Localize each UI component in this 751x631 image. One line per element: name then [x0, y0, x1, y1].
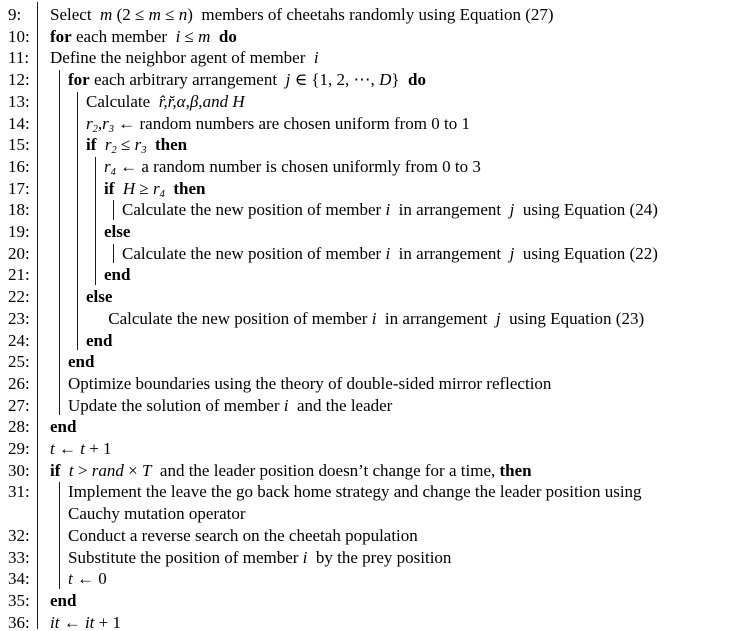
line-number: 15:: [8, 135, 30, 155]
algo-line: [0, 351, 751, 373]
algo-line: [0, 416, 751, 438]
algo-line: [0, 221, 751, 243]
if-15-body-rule: [95, 157, 96, 285]
algo-line: [0, 330, 751, 352]
if-30-body-rule: [59, 482, 60, 589]
line-text: t ← t + 1: [50, 439, 112, 458]
algo-line: [0, 568, 751, 590]
gutter-rule: [37, 2, 38, 629]
line-number: 13:: [8, 91, 30, 111]
line-text: if H ≥ r4 then: [104, 178, 206, 200]
line-text: r2,r3 ← random numbers are chosen uniform from 0 to 1: [86, 113, 470, 135]
line-number: 34:: [8, 569, 30, 589]
algo-line: [0, 286, 751, 308]
algo-line: [0, 308, 751, 330]
algo-line: [0, 460, 751, 482]
algo-line: [0, 4, 751, 26]
line-text: t ← 0: [68, 569, 107, 589]
algo-line: [0, 481, 751, 503]
algo-line: [0, 264, 751, 286]
line-number: 31:: [8, 482, 30, 502]
algo-line: [0, 438, 751, 460]
if-17-body-rule: [113, 200, 114, 220]
line-text: Update the solution of member i and the leader: [68, 395, 393, 415]
algo-line: [0, 91, 751, 113]
line-text: Conduct a reverse search on the cheetah population: [68, 525, 418, 545]
line-number: 30:: [8, 460, 30, 480]
line-text: Select m (2 ≤ m ≤ n) members of cheetahs randomly using Equation (27): [50, 5, 554, 24]
algo-line: [0, 26, 751, 48]
algo-line: [0, 113, 751, 135]
line-text: Calculate r̂,r̆,α,β,and H: [86, 91, 245, 111]
for-12-body-rule: [77, 92, 78, 350]
line-number: 18:: [8, 200, 30, 220]
for-10-body-rule: [59, 70, 60, 415]
algo-line: [0, 590, 751, 612]
algo-line: [0, 69, 751, 91]
line-number: 35:: [8, 590, 30, 610]
line-text: Optimize boundaries using the theory of double-sided mirror reflection: [68, 373, 552, 393]
line-text: Define the neighbor agent of member i: [50, 48, 319, 68]
line-text: Calculate the new position of member i in arrangement j using Equation (22): [122, 243, 658, 263]
line-text: end: [68, 352, 95, 372]
line-text: end: [50, 590, 77, 610]
line-text: else: [86, 287, 113, 307]
line-number: 27:: [8, 395, 30, 415]
line-number: 10:: [8, 26, 30, 46]
line-number: 12:: [8, 70, 30, 90]
line-text: Implement the leave the go back home strategy and change the leader position using: [68, 482, 642, 502]
algo-line: [0, 612, 751, 631]
line-text: r4 ← a random number is chosen uniformly from 0 to 3: [104, 156, 481, 178]
algo-line: [0, 395, 751, 417]
line-text: else: [104, 222, 131, 241]
line-number: 19:: [8, 222, 30, 241]
line-text: end: [104, 265, 131, 285]
algo-line: [0, 47, 751, 69]
line-number: 24:: [8, 330, 30, 350]
algo-line: [0, 178, 751, 200]
line-text: end: [50, 417, 77, 437]
line-number: 14:: [8, 113, 30, 133]
line-text: Cauchy mutation operator: [68, 504, 246, 524]
line-number: 21:: [8, 265, 30, 285]
line-text: end: [86, 330, 113, 350]
algo-line: [0, 156, 751, 178]
line-number: 17:: [8, 178, 30, 198]
line-number: 26:: [8, 373, 30, 393]
line-text: Calculate the new position of member i in arrangement j using Equation (24): [122, 200, 658, 220]
algo-line: [0, 134, 751, 156]
line-number: 23:: [8, 308, 30, 328]
line-text: if t > rand × T and the leader position doesn’t change for a time, then: [50, 460, 532, 480]
line-number: 28:: [8, 417, 30, 437]
line-text: for each arbitrary arrangement j ∈ {1, 2, ⋯, D} do: [68, 70, 426, 90]
line-number: 32:: [8, 525, 30, 545]
else-19-body-rule: [113, 244, 114, 264]
line-number: 29:: [8, 439, 30, 458]
line-text: Calculate the new position of member i in arrangement j using Equation (23): [104, 308, 645, 328]
line-number: 11:: [8, 48, 30, 68]
line-number: 22:: [8, 287, 30, 307]
line-number: 9:: [8, 5, 22, 24]
line-text: if r2 ≤ r3 then: [86, 135, 188, 157]
line-number: 20:: [8, 243, 30, 263]
algo-line: [0, 547, 751, 569]
line-text: it ← it + 1: [50, 612, 121, 631]
algo-line: [0, 503, 751, 525]
line-number: 33:: [8, 547, 30, 567]
algo-line: [0, 373, 751, 395]
line-text: Substitute the position of member i by the prey position: [68, 547, 452, 567]
line-number: 25:: [8, 352, 30, 372]
line-number: 16:: [8, 156, 30, 176]
algo-line: [0, 525, 751, 547]
line-number: 36:: [8, 612, 30, 631]
line-text: for each member i ≤ m do: [50, 26, 237, 46]
